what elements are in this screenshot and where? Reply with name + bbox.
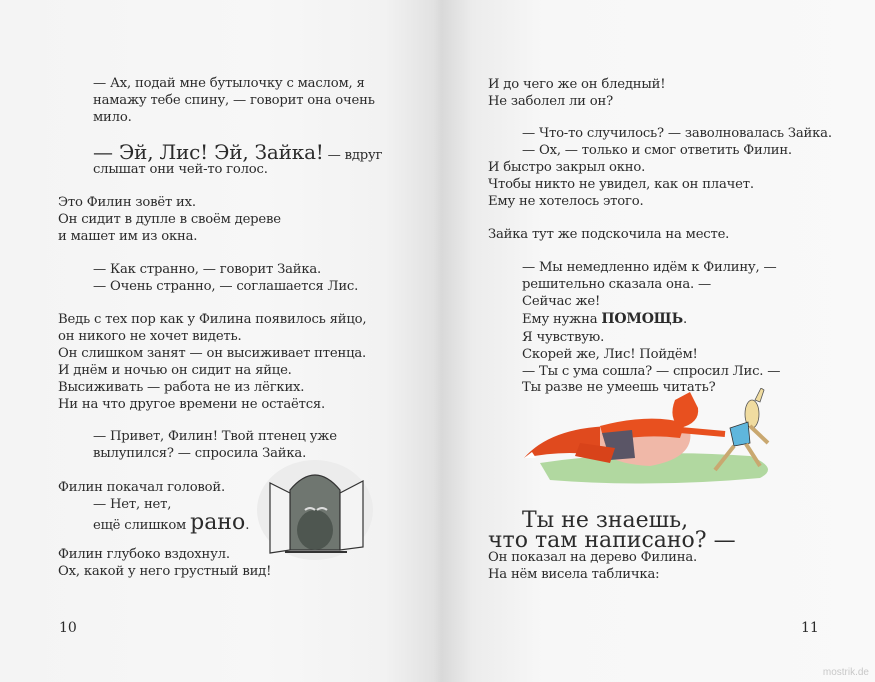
owl-window-illustration	[255, 455, 375, 565]
text-line: Сейчас же!	[522, 294, 601, 309]
text-line: — Ох, — только и смог ответить Филин.	[522, 143, 792, 158]
text-line: он никого не хочет видеть.	[58, 329, 242, 344]
text-fragment: .	[682, 312, 687, 327]
text-line: Он слишком занят — он высиживает птенца.	[58, 346, 366, 361]
text-line: намажу тебе спину, — говорит она очень	[93, 93, 375, 108]
text-line: Это Филин зовёт их.	[58, 195, 196, 210]
text-line: Я чувствую.	[522, 330, 605, 345]
text-line: слышат они чей-то голос.	[93, 162, 268, 177]
text-line: решительно сказала она. —	[522, 277, 712, 292]
text-line: И до чего же он бледный!	[488, 77, 666, 92]
text-line: Зайка тут же подскочила на месте.	[488, 227, 730, 242]
text-line: На нём висела табличка:	[488, 567, 660, 582]
text-line: — Привет, Филин! Твой птенец уже	[93, 429, 337, 444]
text-line: — Как странно, — говорит Зайка.	[93, 262, 322, 277]
text-line: — Ты с ума сошла? — спросил Лис. —	[522, 364, 781, 379]
emphasized-text: ПОМОЩЬ	[601, 311, 683, 327]
text-line: Скорей же, Лис! Пойдём!	[522, 347, 698, 362]
text-line: Ему не хотелось этого.	[488, 194, 644, 209]
text-line: вылупился? — спросила Зайка.	[93, 446, 307, 461]
emphasized-text: рано	[190, 510, 246, 535]
text-line: — Нет, нет,	[93, 497, 172, 512]
emphasized-text: Ты не знаешь,	[522, 508, 689, 533]
watermark: mostrik.de	[822, 667, 869, 678]
text-line: Он сидит в дупле в своём дереве	[58, 212, 281, 227]
text-line: — Мы немедленно идём к Филину, —	[522, 260, 777, 275]
page-number: 11	[801, 620, 819, 636]
text-fragment: — вдруг	[327, 148, 383, 163]
text-line: мило.	[93, 110, 132, 125]
text-line	[93, 512, 249, 534]
text-line: Высиживать — работа не из лёгких.	[58, 380, 305, 395]
text-line: — Очень странно, — соглашается Лис.	[93, 279, 359, 294]
text-line: и машет им из окна.	[58, 229, 198, 244]
text-fragment: .	[245, 518, 250, 533]
text-line: — Ах, подай мне бутылочку с маслом, я	[93, 76, 365, 91]
text-fragment: ещё слишком	[93, 518, 191, 533]
fox-and-hare-illustration	[520, 388, 790, 493]
text-line: Не заболел ли он?	[488, 94, 613, 109]
text-line: И днём и ночью он сидит на яйце.	[58, 363, 292, 378]
text-line: И быстро закрыл окно.	[488, 160, 646, 175]
text-line: Ох, какой у него грустный вид!	[58, 564, 272, 579]
text-line: Он показал на дерево Филина.	[488, 550, 697, 565]
text-line	[522, 311, 687, 328]
emphasized-text: что там написано? —	[488, 528, 736, 553]
text-fragment: Ему нужна	[522, 312, 602, 327]
text-line: Ты разве не умеешь читать?	[522, 380, 716, 395]
text-line: Чтобы никто не увидел, как он плачет.	[488, 177, 754, 192]
text-line: Ни на что другое времени не остаётся.	[58, 397, 326, 412]
text-line: Ведь с тех пор как у Филина появилось яйцо,	[58, 312, 367, 327]
page-number: 10	[59, 620, 77, 636]
text-line: Филин покачал головой.	[58, 480, 225, 495]
text-line: — Что-то случилось? — заволновалась Зайка.	[522, 126, 832, 141]
text-line: Филин глубоко вздохнул.	[58, 547, 230, 562]
emphasized-text: — Эй, Лис! Эй, Зайка!	[93, 140, 324, 164]
